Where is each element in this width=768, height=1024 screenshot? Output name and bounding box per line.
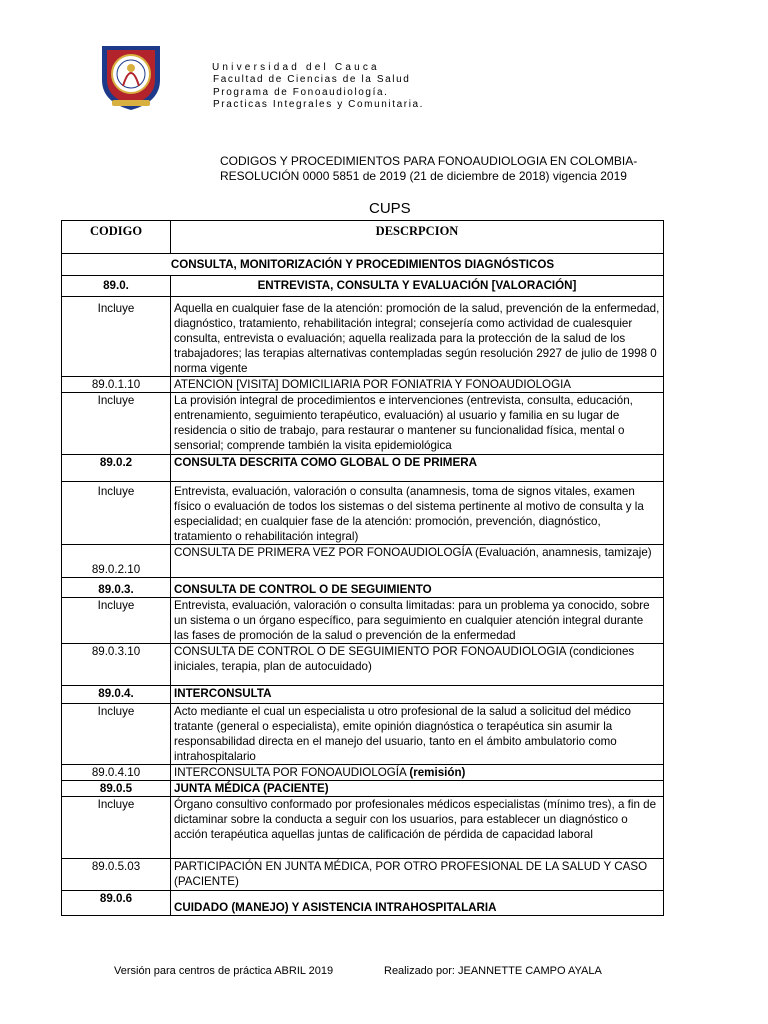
description-cell: Entrevista, evaluación, valoración o consulta limitadas: para un problema ya conocido, sobre un sistema o un órgano específico, para seguimiento en cualquier atención integral durante las fases de promoción de la salud o prevención de la enfermedad [171,598,664,644]
institution-block [213,62,424,112]
institution-line: Programa de Fonoaudiología. [213,86,389,98]
column-header-description: DESCRPCION [171,221,664,254]
institution-line: Universidad del Cauca [212,62,380,73]
code-cell: Incluye [62,297,171,377]
description-cell: CONSULTA DESCRITA COMO GLOBAL O DE PRIMERA [171,455,664,482]
heading-line: CODIGOS Y PROCEDIMIENTOS PARA FONOAUDIOLOGIA EN COLOMBIA- [220,154,638,168]
description-cell: JUNTA MÉDICA (PACIENTE) [171,781,664,797]
description-cell: INTERCONSULTA [171,686,664,704]
code-cell: Incluye [62,797,171,859]
description-cell: ENTREVISTA, CONSULTA Y EVALUACIÓN [VALORACIÓN] [171,276,664,297]
institution-line: Practicas Integrales y Comunitaria. [213,99,425,111]
code-cell: 89.0.1.10 [62,377,171,393]
description-cell: CUIDADO (MANEJO) Y ASISTENCIA INTRAHOSPITALARIA [171,891,664,916]
document-heading [220,154,690,184]
code-cell: 89.0.2.10 [62,545,171,578]
code-cell: 89.0.3.10 [62,644,171,686]
code-cell: 89.0.5.03 [62,859,171,891]
code-cell: 89.0.4. [62,686,171,704]
description-cell: ATENCION [VISITA] DOMICILIARIA POR FONIATRIA Y FONOAUDIOLOGIA [171,377,664,393]
description-cell: La provisión integral de procedimientos e intervenciones (entrevista, consulta, educación, entrenamiento, seguimiento terapéutico, evaluación) al usuario y familia en su lugar de residencia o sitio de trabajo, para restaurar o mantener su funcionalidad física, mental o sensorial; comprende también la visita epidemiológica [171,393,664,455]
code-cell: 89.0.4.10 [62,765,171,781]
code-cell: Incluye [62,598,171,644]
university-seal-logo [96,40,166,112]
section-row: CONSULTA, MONITORIZACIÓN Y PROCEDIMIENTOS DIAGNÓSTICOS [62,254,664,276]
footer-author: Realizado por: JEANNETTE CAMPO AYALA [384,965,602,977]
code-cell: Incluye [62,482,171,545]
description-cell: Acto mediante el cual un especialista u otro profesional de la salud a solicitud del médico tratante (general o especialista), emite opinión diagnóstica o terapéutica sin asumir la responsabilidad directa en el manejo del usuario, tanto en el ámbito ambulatorio como intrahospitalario [171,704,664,765]
code-cell: 89.0.5 [62,781,171,797]
description-cell: PARTICIPACIÓN EN JUNTA MÉDICA, POR OTRO PROFESIONAL DE LA SALUD Y CASO (PACIENTE) [171,859,664,891]
description-cell: Órgano consultivo conformado por profesionales médicos especialistas (mínimo tres), a fin de dictaminar sobre la conducta a seguir con los usuarios, para establecer un diagnóstico o acción terapéutica aquellas juntas de calificación de pérdida de capacidad laboral [171,797,664,859]
footer-version: Versión para centros de práctica ABRIL 2019 [114,965,334,977]
code-cell: Incluye [62,393,171,455]
description-text: INTERCONSULTA POR FONOAUDIOLOGÍA [174,766,407,779]
description-cell: CONSULTA DE CONTROL O DE SEGUIMIENTO POR FONOAUDIOLOGIA (condiciones iniciales, terapia, plan de autocuidado) [171,644,664,686]
code-cell: 89.0. [62,276,171,297]
description-cell: CONSULTA DE CONTROL O DE SEGUIMIENTO [171,578,664,598]
column-header-code: CODIGO [62,221,171,254]
code-cell: 89.0.3. [62,578,171,598]
description-cell [171,765,664,781]
code-cell: Incluye [62,704,171,765]
section-title: CUPS [369,200,411,217]
heading-line: RESOLUCIÓN 0000 5851 de 2019 (21 de diciembre de 2018) vigencia 2019 [220,169,627,183]
description-cell: CONSULTA DE PRIMERA VEZ POR FONOAUDIOLOGÍA (Evaluación, anamnesis, tamizaje) [171,545,664,578]
description-bold-text: (remisión) [409,766,466,779]
code-cell: 89.0.6 [62,891,171,916]
institution-line: Facultad de Ciencias de la Salud [213,74,411,86]
cups-table [61,220,664,916]
code-cell: 89.0.2 [62,455,171,482]
description-cell: Aquella en cualquier fase de la atención: promoción de la salud, prevención de la enfermedad, diagnóstico, tratamiento, rehabilitación integral; consejería como actividad de cualesquier consulta, entrevista o evaluación; aquella realizada para la protección de la salud de los trabajadores; las terapias alternativas contempladas según resolución 2927 de julio de 1998 0 norma vigente [171,297,664,377]
description-cell: Entrevista, evaluación, valoración o consulta (anamnesis, toma de signos vitales, examen físico o evaluación de todos los sistemas o del sistema pertinente al motivo de consulta y la especialidad; en cualquier fase de la atención: promoción, prevención, diagnóstico, tratamiento o rehabilitación integral) [171,482,664,545]
